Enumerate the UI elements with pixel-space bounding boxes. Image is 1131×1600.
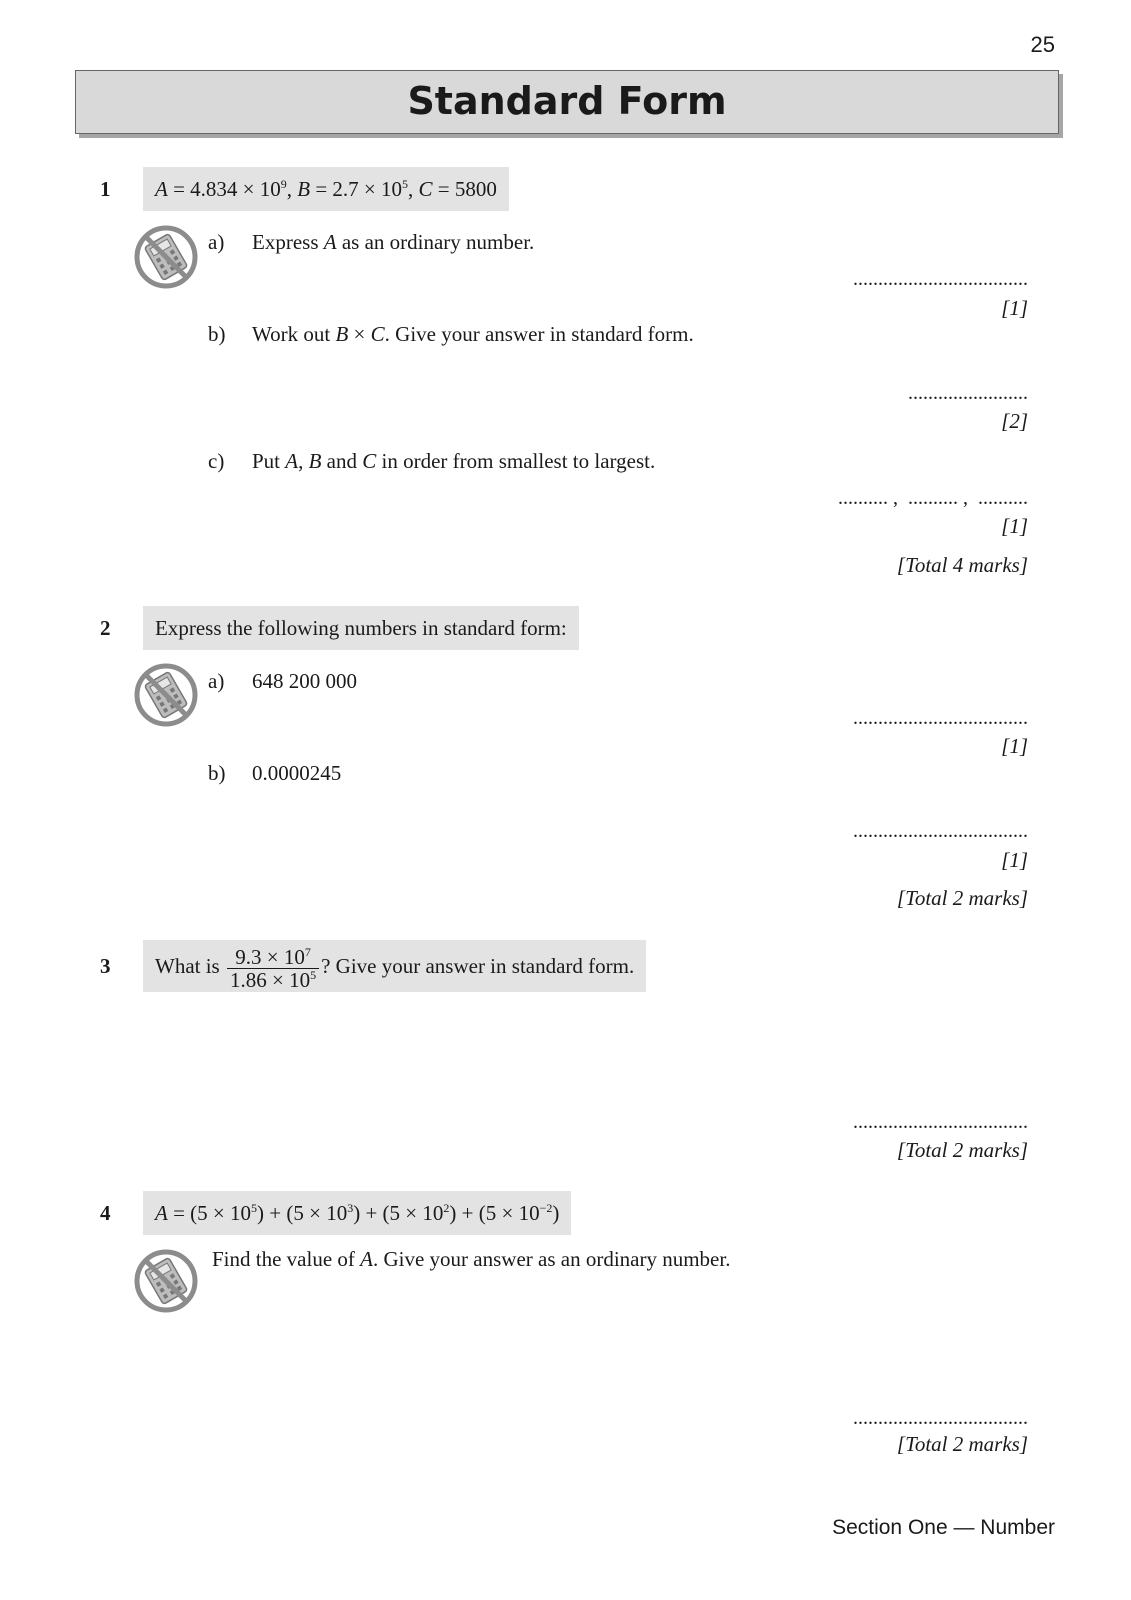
answer-line[interactable]: ................................... xyxy=(853,1111,1028,1133)
marks-label: [2] xyxy=(1001,409,1028,433)
total-marks: [Total 4 marks] xyxy=(896,553,1028,577)
answer-line[interactable]: .......... , .......... , .......... xyxy=(838,487,1028,509)
marks-label: [1] xyxy=(1001,848,1028,872)
question-number: 3 xyxy=(100,954,111,978)
marks-label: [1] xyxy=(1001,734,1028,758)
question-number: 4 xyxy=(100,1201,111,1225)
question-number: 2 xyxy=(100,616,111,640)
part-label: b) xyxy=(208,761,226,785)
answer-line[interactable]: ........................ xyxy=(908,382,1028,404)
part-text: Work out B × C. Give your answer in standard form. xyxy=(252,322,694,346)
marks-label: [1] xyxy=(1001,514,1028,538)
question-text: Find the value of A. Give your answer as an ordinary number. xyxy=(212,1247,731,1271)
page-number: 25 xyxy=(1030,32,1055,57)
question-stem: What is $\frac{9.3 \times 10^7}{1.86 \times 10^5}$ ? Give your answer in standard form. xyxy=(143,940,646,992)
question-stem: $A = 4.834 \times 10^9$, $B = 2.7 \times 10^5$, C = 5800 xyxy=(143,167,509,211)
question-stem: $A = (5 \times 10^5) + (5 \times 10^3) + (5 \times 10^2) + (5 \times 10^{-2})$ xyxy=(143,1191,571,1235)
section-footer: Section One — Number xyxy=(832,1516,1055,1539)
no-calculator-icon xyxy=(133,662,199,728)
answer-line[interactable]: ................................... xyxy=(853,820,1028,842)
part-text: Put A, B and C in order from smallest to largest. xyxy=(252,449,656,473)
part-text: 648 200 000 xyxy=(252,669,357,693)
total-marks: [Total 2 marks] xyxy=(896,886,1028,910)
no-calculator-icon xyxy=(133,1248,199,1314)
question-number: 1 xyxy=(100,177,111,201)
marks-label: [1] xyxy=(1001,296,1028,320)
part-label: a) xyxy=(208,669,225,693)
part-text: 0.0000245 xyxy=(252,761,342,785)
part-label: c) xyxy=(208,449,225,473)
page-title: Standard Form xyxy=(407,79,727,123)
question-stem: Express the following numbers in standard form: xyxy=(143,606,579,650)
part-label: b) xyxy=(208,322,226,346)
no-calculator-icon xyxy=(133,224,199,290)
part-text: Express A as an ordinary number. xyxy=(252,230,535,254)
answer-line[interactable]: ................................... xyxy=(853,707,1028,729)
fraction: $\frac{9.3 \times 10^7}{1.86 \times 10^5}$ xyxy=(227,946,319,991)
total-marks: [Total 2 marks] xyxy=(896,1138,1028,1162)
answer-line[interactable]: ................................... xyxy=(853,268,1028,290)
total-marks: [Total 2 marks] xyxy=(896,1432,1028,1456)
part-label: a) xyxy=(208,230,225,254)
title-bar xyxy=(75,70,1059,134)
answer-line[interactable]: ................................... xyxy=(853,1407,1028,1429)
